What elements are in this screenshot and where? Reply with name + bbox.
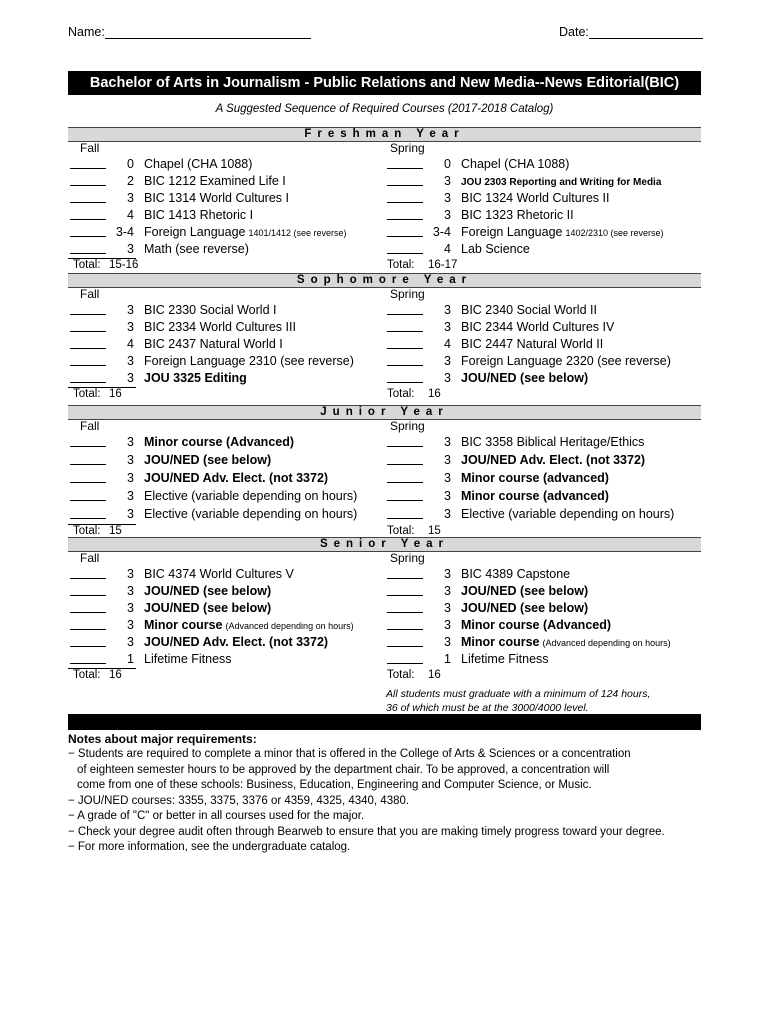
completion-blank[interactable] [70, 595, 106, 596]
notes-item: come from one of these schools: Business, Education, Engineering and Computer Science, or Music. [77, 779, 592, 791]
course-name [144, 190, 289, 207]
course-row [70, 353, 380, 370]
notes-item: of eighteen semester hours to be approved by the department chair. To be approved, a concentration will [77, 763, 610, 776]
credit-hours: 3 [127, 601, 134, 615]
course-name [461, 634, 671, 652]
credit-hours: 3 [444, 208, 451, 222]
credit-hours: 3 [444, 371, 451, 385]
course-name [144, 566, 294, 583]
course-title: Math (see reverse) [144, 242, 249, 256]
course-row [387, 370, 697, 387]
completion-blank[interactable] [387, 629, 423, 630]
course-title: Minor course (advanced) [461, 471, 609, 485]
course-row [70, 617, 380, 634]
course-row [70, 434, 380, 451]
completion-blank[interactable] [387, 663, 423, 664]
course-row [70, 470, 380, 487]
course-row [70, 488, 380, 505]
credit-hours: 3 [127, 435, 134, 449]
course-row [70, 156, 380, 173]
year-heading: Junior Year [68, 405, 701, 420]
credit-hours: 3 [444, 601, 451, 615]
graduation-note-2: 36 of which must be at the 3000/4000 level. [386, 702, 589, 714]
course-name [461, 302, 597, 319]
course-row [387, 302, 697, 319]
course-name [461, 452, 645, 469]
course-row [387, 566, 697, 583]
notes-item: − Check your degree audit often through Bearweb to ensure that you are making timely progress toward your degree. [68, 825, 665, 838]
completion-blank[interactable] [70, 185, 106, 186]
course-title: Minor course [144, 618, 223, 632]
total-label: Total: [73, 388, 101, 400]
course-title: JOU/NED Adv. Elect. (not 3372) [144, 471, 329, 485]
total-label: Total: [387, 388, 415, 400]
course-title: BIC 2437 Natural World I [144, 337, 283, 351]
completion-blank[interactable] [70, 482, 106, 483]
course-row [387, 190, 697, 207]
credit-hours: 3 [127, 242, 134, 256]
course-row [387, 488, 697, 505]
course-name [461, 600, 588, 617]
course-row [70, 241, 380, 258]
credit-hours: 3 [127, 303, 134, 317]
course-title: Minor course (Advanced) [461, 618, 612, 632]
course-name [144, 651, 232, 668]
course-row [70, 173, 380, 190]
course-row [70, 319, 380, 336]
course-title: BIC 2330 Social World I [144, 303, 277, 317]
course-row [70, 651, 380, 668]
credit-hours: 3 [127, 453, 134, 467]
credit-hours: 3 [444, 567, 451, 581]
total-label: Total: [73, 259, 101, 271]
completion-blank[interactable] [70, 236, 106, 237]
credit-hours: 3 [444, 584, 451, 598]
course-title: JOU 2303 Reporting and Writing for Media [461, 177, 662, 188]
course-title: JOU/NED (see below) [461, 601, 589, 615]
course-note: 1401/1412 (see reverse) [248, 228, 347, 238]
completion-blank[interactable] [70, 578, 106, 579]
credit-hours: 3 [127, 507, 134, 521]
credit-hours: 3 [127, 567, 134, 581]
course-title: Minor course (Advanced) [144, 435, 295, 449]
course-row [70, 506, 380, 523]
credit-hours: 4 [127, 337, 134, 351]
date-line[interactable] [589, 26, 703, 39]
total-label: Total: [73, 525, 101, 537]
total-value: 15-16 [109, 259, 139, 271]
completion-blank[interactable] [70, 314, 106, 315]
course-row [70, 600, 380, 617]
completion-blank[interactable] [70, 518, 106, 519]
course-name [144, 173, 286, 190]
completion-blank[interactable] [70, 464, 106, 465]
course-row [70, 370, 380, 387]
credit-hours: 4 [444, 337, 451, 351]
course-name [144, 583, 271, 600]
credit-hours: 3 [444, 174, 451, 188]
course-row [387, 452, 697, 469]
completion-blank[interactable] [70, 168, 106, 169]
notes-item: − For more information, see the undergraduate catalog. [68, 841, 351, 853]
credit-hours: 0 [444, 157, 451, 171]
total-value: 15 [109, 525, 122, 537]
course-title: JOU/NED Adv. Elect. (not 3372) [461, 453, 646, 467]
completion-blank[interactable] [70, 253, 106, 254]
course-title: Foreign Language 2320 (see reverse) [461, 354, 671, 368]
course-row [387, 224, 697, 241]
course-row [387, 600, 697, 617]
course-title: Minor course (advanced) [461, 489, 609, 503]
course-row [70, 583, 380, 600]
course-name [461, 370, 588, 387]
credit-hours: 4 [444, 242, 451, 256]
course-title: Chapel (CHA 1088) [144, 157, 253, 171]
course-name [461, 173, 661, 191]
course-row [70, 336, 380, 353]
course-title: JOU/NED (see below) [144, 601, 272, 615]
course-name [461, 319, 614, 336]
course-title: Elective (variable depending on hours) [144, 507, 358, 521]
course-title: JOU 3325 Editing [144, 371, 247, 385]
course-name [144, 302, 276, 319]
completion-blank[interactable] [387, 578, 423, 579]
course-title: Foreign Language [144, 225, 246, 239]
spring-label: Spring [390, 287, 425, 301]
credit-hours: 3 [127, 354, 134, 368]
course-name [144, 241, 249, 258]
course-title: Lifetime Fitness [461, 652, 549, 666]
credit-hours: 2 [127, 174, 134, 188]
completion-blank[interactable] [70, 365, 106, 366]
total-value: 16 [428, 388, 441, 400]
course-row [70, 224, 380, 241]
course-title: Foreign Language 2310 (see reverse) [144, 354, 354, 368]
total-rule [68, 387, 136, 388]
completion-blank[interactable] [387, 365, 423, 366]
notes-item: − A grade of "C" or better in all courses used for the major. [68, 810, 365, 822]
total-value: 16 [109, 388, 122, 400]
credit-hours: 3 [127, 471, 134, 485]
total-label: Total: [387, 669, 415, 681]
course-title: Foreign Language [461, 225, 563, 239]
page-subtitle: A Suggested Sequence of Required Courses (2017-2018 Catalog) [215, 103, 554, 115]
course-row [387, 173, 697, 190]
course-title: JOU/NED (see below) [144, 453, 272, 467]
course-title: Elective (variable depending on hours) [144, 489, 358, 503]
completion-blank[interactable] [70, 646, 106, 647]
fall-label: Fall [80, 551, 100, 565]
course-name [144, 634, 328, 651]
course-title: BIC 2447 Natural World II [461, 337, 604, 351]
credit-hours: 3 [127, 371, 134, 385]
course-row [70, 302, 380, 319]
course-name [144, 452, 271, 469]
course-name [461, 207, 574, 224]
course-title: BIC 1212 Examined Life I [144, 174, 286, 188]
completion-blank[interactable] [70, 663, 106, 664]
course-row [387, 651, 697, 668]
completion-blank[interactable] [387, 253, 423, 254]
course-name [461, 617, 611, 634]
course-name [461, 651, 549, 668]
year-heading: Sophomore Year [68, 273, 701, 288]
completion-blank[interactable] [70, 202, 106, 203]
notes-heading: Notes about major requirements: [68, 732, 257, 746]
course-name [144, 617, 354, 635]
credit-hours: 3 [127, 635, 134, 649]
course-note: (Advanced depending on hours) [225, 621, 354, 631]
completion-blank[interactable] [387, 219, 423, 220]
completion-blank[interactable] [70, 348, 106, 349]
course-title: Minor course [461, 635, 540, 649]
spring-label: Spring [390, 551, 425, 565]
credit-hours: 3 [127, 584, 134, 598]
course-row [387, 634, 697, 651]
total-value: 16 [428, 669, 441, 681]
course-name [144, 434, 294, 451]
completion-blank[interactable] [387, 382, 423, 383]
credit-hours: 3 [127, 191, 134, 205]
course-title: BIC 1314 World Cultures I [144, 191, 289, 205]
credit-hours: 3 [444, 471, 451, 485]
credit-hours: 3-4 [115, 225, 134, 239]
completion-blank[interactable] [387, 348, 423, 349]
course-row [387, 156, 697, 173]
course-name [144, 370, 247, 387]
course-row [387, 506, 697, 523]
course-title: BIC 2344 World Cultures IV [461, 320, 615, 334]
course-title: JOU/NED (see below) [144, 584, 272, 598]
completion-blank[interactable] [70, 331, 106, 332]
date-label: Date: [559, 25, 589, 39]
course-row [387, 470, 697, 487]
completion-blank[interactable] [387, 331, 423, 332]
course-row [387, 336, 697, 353]
credit-hours: 1 [127, 652, 134, 666]
completion-blank[interactable] [387, 500, 423, 501]
course-title: BIC 4374 World Cultures V [144, 567, 294, 581]
course-name [461, 224, 664, 242]
notes-item: − JOU/NED courses: 3355, 3375, 3376 or 4359, 4325, 4340, 4380. [68, 794, 410, 807]
course-note: 1402/2310 (see reverse) [565, 228, 664, 238]
course-title: JOU/NED (see below) [461, 584, 589, 598]
course-row [387, 617, 697, 634]
completion-blank[interactable] [387, 202, 423, 203]
completion-blank[interactable] [70, 382, 106, 383]
course-title: BIC 2334 World Cultures III [144, 320, 296, 334]
spring-label: Spring [390, 419, 425, 433]
page-title: Bachelor of Arts in Journalism - Public Relations and New Media--News Editorial(BIC) [68, 71, 701, 95]
course-title: BIC 2340 Social World II [461, 303, 597, 317]
credit-hours: 3 [444, 320, 451, 334]
total-value: 16 [109, 669, 122, 681]
credit-hours: 1 [444, 652, 451, 666]
credit-hours: 3 [127, 320, 134, 334]
course-title: Lab Science [461, 242, 530, 256]
completion-blank[interactable] [387, 446, 423, 447]
completion-blank[interactable] [70, 629, 106, 630]
name-field[interactable] [68, 25, 311, 39]
total-label: Total: [73, 669, 101, 681]
course-title: Lifetime Fitness [144, 652, 232, 666]
credit-hours: 0 [127, 157, 134, 171]
completion-blank[interactable] [70, 500, 106, 501]
date-field[interactable] [559, 25, 703, 39]
credit-hours: 3 [444, 354, 451, 368]
credit-hours: 3 [127, 489, 134, 503]
course-name [144, 319, 296, 336]
course-row [387, 207, 697, 224]
course-name [461, 190, 609, 207]
completion-blank[interactable] [387, 482, 423, 483]
course-title: BIC 1413 Rhetoric I [144, 208, 254, 222]
credit-hours: 3 [127, 618, 134, 632]
course-name [144, 207, 253, 224]
course-name [144, 488, 357, 505]
credit-hours: 4 [127, 208, 134, 222]
name-label: Name: [68, 25, 105, 39]
graduation-note-1: All students must graduate with a minimum of 124 hours, [386, 688, 651, 700]
course-row [387, 434, 697, 451]
credit-hours: 3 [444, 453, 451, 467]
course-title: BIC 1323 Rhetoric II [461, 208, 574, 222]
completion-blank[interactable] [387, 464, 423, 465]
completion-blank[interactable] [70, 219, 106, 220]
course-name [144, 156, 252, 173]
course-row [70, 566, 380, 583]
course-name [144, 224, 347, 242]
course-name [144, 470, 328, 487]
course-row [387, 583, 697, 600]
course-title: Chapel (CHA 1088) [461, 157, 570, 171]
course-title: BIC 3358 Biblical Heritage/Ethics [461, 435, 645, 449]
completion-blank[interactable] [387, 518, 423, 519]
completion-blank[interactable] [387, 236, 423, 237]
credit-hours: 3 [444, 635, 451, 649]
completion-blank[interactable] [387, 612, 423, 613]
total-rule [68, 258, 136, 259]
name-line[interactable] [105, 26, 311, 39]
course-title: Elective (variable depending on hours) [461, 507, 675, 521]
fall-label: Fall [80, 419, 100, 433]
course-name [461, 353, 671, 370]
completion-blank[interactable] [70, 446, 106, 447]
credit-hours: 3 [444, 303, 451, 317]
total-label: Total: [387, 525, 415, 537]
spring-label: Spring [390, 141, 425, 155]
fall-label: Fall [80, 141, 100, 155]
divider-bar [68, 714, 701, 730]
completion-blank[interactable] [387, 595, 423, 596]
course-row [387, 241, 697, 258]
course-title: BIC 4389 Capstone [461, 567, 571, 581]
completion-blank[interactable] [387, 168, 423, 169]
course-name [461, 156, 569, 173]
course-title: BIC 1324 World Cultures II [461, 191, 610, 205]
credit-hours: 3 [444, 489, 451, 503]
total-value: 15 [428, 525, 441, 537]
course-name [144, 506, 357, 523]
total-label: Total: [387, 259, 415, 271]
completion-blank[interactable] [70, 612, 106, 613]
course-name [461, 583, 588, 600]
course-title: JOU/NED Adv. Elect. (not 3372) [144, 635, 329, 649]
course-row [70, 452, 380, 469]
course-name [461, 336, 603, 353]
course-name [144, 600, 271, 617]
year-heading: Senior Year [68, 537, 701, 552]
year-heading: Freshman Year [68, 127, 701, 142]
course-row [387, 319, 697, 336]
credit-hours: 3 [444, 191, 451, 205]
course-name [461, 506, 674, 523]
course-row [387, 353, 697, 370]
course-row [70, 207, 380, 224]
completion-blank[interactable] [387, 314, 423, 315]
course-title: JOU/NED (see below) [461, 371, 589, 385]
course-name [461, 566, 570, 583]
credit-hours: 3-4 [432, 225, 451, 239]
course-name [144, 353, 354, 370]
total-rule [68, 524, 136, 525]
course-row [70, 634, 380, 651]
fall-label: Fall [80, 287, 100, 301]
notes-item: − Students are required to complete a minor that is offered in the College of Arts & Sciences or a concentration [68, 748, 631, 760]
credit-hours: 3 [444, 507, 451, 521]
completion-blank[interactable] [387, 185, 423, 186]
course-name [461, 488, 609, 505]
course-name [144, 336, 283, 353]
course-name [461, 470, 609, 487]
course-name [461, 434, 644, 451]
course-note: (Advanced depending on hours) [542, 638, 671, 648]
credit-hours: 3 [444, 435, 451, 449]
total-value: 16-17 [428, 259, 458, 271]
notes-section [68, 732, 708, 856]
course-row [70, 190, 380, 207]
credit-hours: 3 [444, 618, 451, 632]
completion-blank[interactable] [387, 646, 423, 647]
course-name [461, 241, 530, 258]
total-rule [68, 668, 136, 669]
